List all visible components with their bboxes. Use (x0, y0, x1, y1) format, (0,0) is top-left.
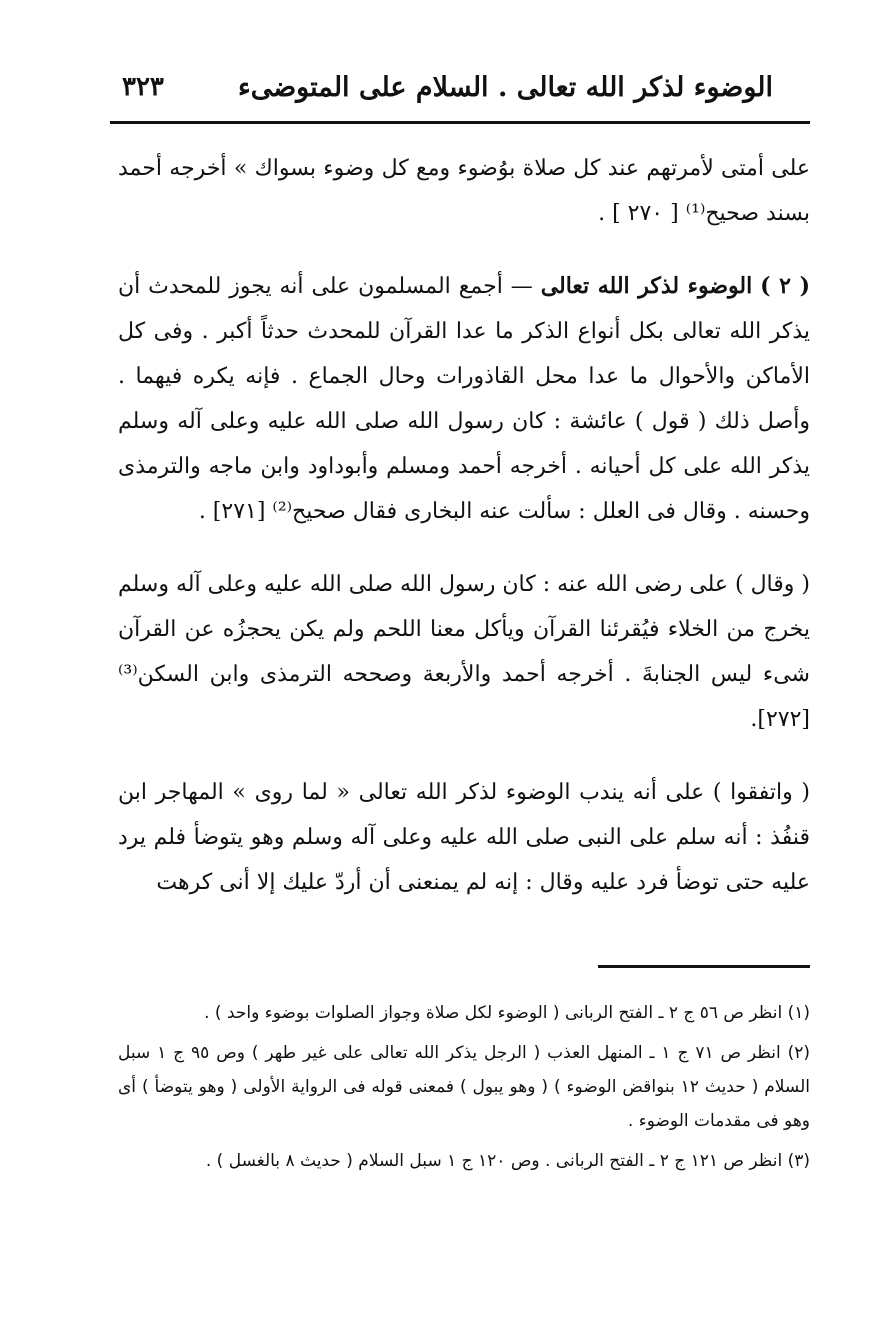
paragraph-text: أجمع المسلمون على أنه يجوز للمحدث أن يذكر الله تعالى بكل أنواع الذكر ما عدا القرآن للمحدث حدثاً أكبر . وفى كل الأماكن والأحوال ما عدا محل القاذورات وحال الجماع . فإنه يكره فيهما . وأصل ذلك ( قول ) عائشة : كان رسول الله صلى الله عليه وعلى آله وسلم يذكر الله على كل أحيانه . أخرجه أحمد ومسلم وأبوداود وابن ماجه والترمذى وحسنه . وقال فى العلل : سألت عنه البخارى فقال صحيح⁽²⁾ [٢٧١] . (118, 274, 810, 524)
paragraph-text: على أمتى لأمرتهم عند كل صلاة بوُضوء ومع كل وضوء بسواك » أخرجه أحمد بسند صحيح⁽¹⁾ [ ٢٧٠ ] . (118, 156, 810, 226)
running-title: الوضوء لذكر الله تعالى . السلام على المتوضىء (238, 71, 773, 103)
footnotes (118, 996, 810, 1184)
running-header (122, 62, 773, 112)
footnote-1: (١) انظر ص ٥٦ ج ٢ ـ الفتح الربانى ( الوضوء لكل صلاة وجواز الصلوات بوضوء واحد ) . (204, 1003, 810, 1023)
main-text (118, 146, 810, 905)
paragraph-ali-narration (118, 562, 810, 742)
footnote-rule (598, 965, 810, 968)
paragraph-text: ( وقال ) على رضى الله عنه : كان رسول الله صلى الله عليه وعلى آله وسلم يخرج من الخلاء فيُقرئنا القرآن ويأكل معنا اللحم ولم يكن يحجزُه عن القرآن شىء ليس الجنابةَ . أخرجه أحمد والأربعة وصححه الترمذى وابن السكن⁽³⁾[٢٧٢]. (118, 572, 810, 732)
paragraph-agreement (118, 770, 810, 905)
paragraph-continuation (118, 146, 810, 236)
footnote-2: (٢) انظر ص ٧١ ج ١ ـ المنهل العذب ( الرجل يذكر الله تعالى على غير طهر ) وص ٩٥ ج ١ سبل السلام ( حديث ١٢ بنواقض الوضوء ) ( وهو يبول ) فمعنى قوله فى الرواية الأولى ( وهو يتوضأ ) أى وهو فى مقدمات الوضوء . (118, 1043, 811, 1131)
footnote-3: (٣) انظر ص ١٢١ ج ٢ ـ الفتح الربانى . وص ١٢٠ ج ١ سبل السلام ( حديث ٨ بالغسل ) . (205, 1151, 810, 1171)
paragraph-section-2 (118, 264, 810, 534)
section-number: ( ٢ ) (760, 273, 810, 299)
heading-dash: — (510, 274, 533, 299)
header-rule (110, 121, 810, 124)
paragraph-text: ( واتفقوا ) على أنه يندب الوضوء لذكر الله تعالى « لما روى » المهاجر ابن قنفُذ : أنه سلم على النبى صلى الله عليه وعلى آله وسلم وهو يتوضأ فلم يرد عليه حتى توضأ فرد عليه وقال : إنه لم يمنعنى أن أردّ عليك إلا أنى كرهت (118, 780, 810, 895)
page-number: ٣٢٣ (122, 72, 164, 102)
section-heading: الوضوء لذكر الله تعالى (540, 273, 753, 299)
